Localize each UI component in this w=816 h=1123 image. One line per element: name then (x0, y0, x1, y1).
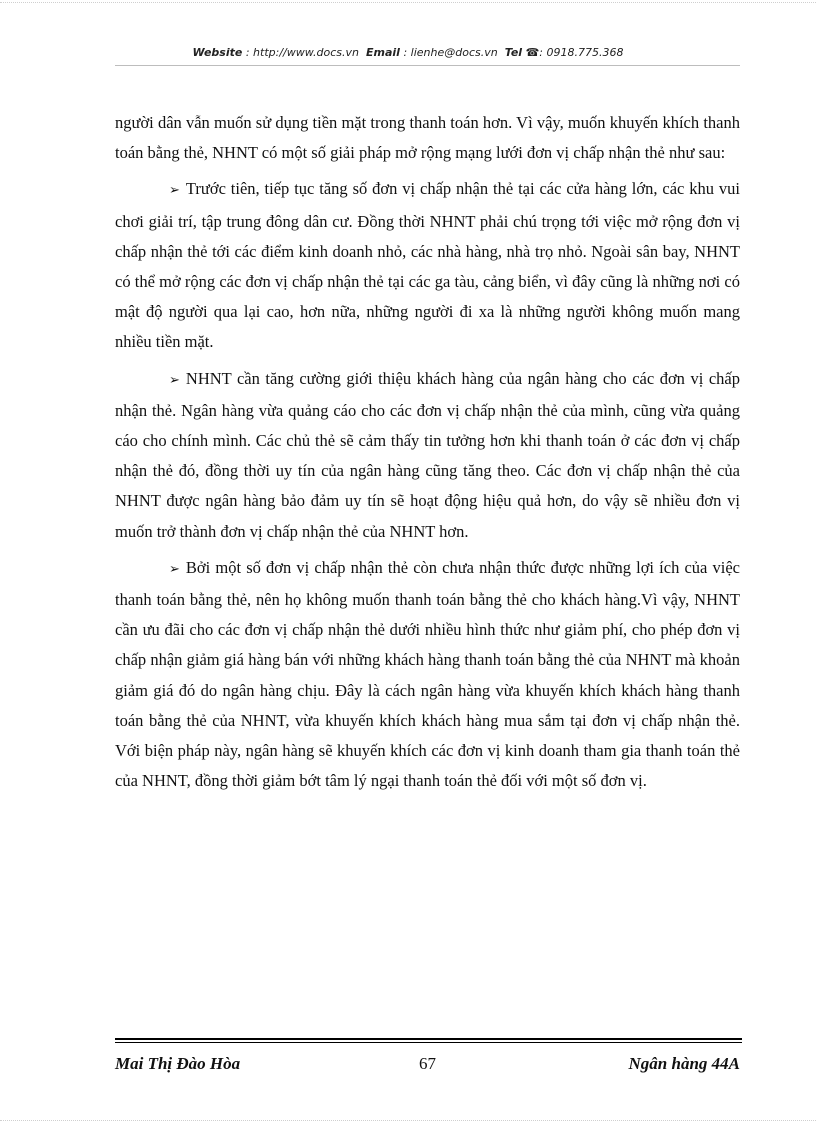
page-header (0, 46, 816, 59)
page-number: 67 (419, 1054, 436, 1073)
footer-class: Ngân hàng 44A (628, 1054, 740, 1073)
footer-author: Mai Thị Đào Hòa (115, 1054, 241, 1073)
arrow-right-icon: ➢ (169, 561, 180, 577)
tel-label: Tel (504, 46, 523, 59)
footer-divider-thin (115, 1042, 742, 1043)
email-value[interactable]: : lienhe@docs.vn (403, 46, 498, 59)
header-divider (115, 65, 740, 66)
page-top-edge (0, 2, 816, 3)
website-label: Website (192, 46, 243, 59)
bullet-text: Bởi một số đơn vị chấp nhận thẻ còn chưa nhận thức được những lợi ích của việc thanh toán bằng thẻ, nên họ không muốn thanh toán bằng thẻ cho khách hàng.Vì vậy, NHNT cần ưu đãi cho các đơn vị chấp nhận thẻ dưới nhiều hình thức như giảm phí, cho phép đơn vị chấp nhận giảm giá hàng bán với những khách hàng thanh toán bằng thẻ của NHNT mà khoản giảm giá đó do ngân hàng chịu. Đây là cách ngân hàng vừa khuyến khích khách hàng thanh toán bằng thẻ của NHNT, vừa khuyến khích khách hàng mua sắm tại đơn vị chấp nhận thẻ. Với biện pháp này, ngân hàng sẽ khuyến khích các đơn vị kinh doanh tham gia thanh toán thẻ của NHNT, đồng thời giảm bớt tâm lý ngại thanh toán thẻ đối với một số đơn vị. (115, 557, 740, 791)
page-footer (115, 1054, 740, 1078)
tel-value: : 0918.775.368 (539, 46, 624, 59)
bullet-paragraph (115, 553, 740, 797)
footer-divider-thick (115, 1038, 742, 1040)
bullet-text: Trước tiên, tiếp tục tăng số đơn vị chấp nhận thẻ tại các cửa hàng lớn, các khu vui chơi giải trí, tập trung đông dân cư. Đồng thời NHNT phải chú trọng tới việc mở rộng đơn vị chấp nhận thẻ tới các điểm kinh doanh nhỏ, các nhà hàng, nhà trọ nhỏ. Ngoài sân bay, NHNT có thể mở rộng các đơn vị chấp nhận thẻ tại các ga tàu, cảng biển, vì đây cũng là những nơi có mật độ người qua lại cao, hơn nữa, những người đi xa là những người không muốn mang nhiều tiền mặt. (115, 179, 740, 352)
document-body (115, 108, 740, 796)
bullet-paragraph (115, 174, 740, 357)
bullet-text: NHNT cần tăng cường giới thiệu khách hàng của ngân hàng cho các đơn vị chấp nhận thẻ. Ngân hàng vừa quảng cáo cho các đơn vị chấp nhận thẻ của mình, cũng vừa quảng cáo cho chính mình. Các chủ thẻ sẽ cảm thấy tin tưởng hơn khi thanh toán ở các đơn vị chấp nhận thẻ đó, đồng thời uy tín của ngân hàng cũng tăng theo. Các đơn vị chấp nhận thẻ của NHNT được ngân hàng bảo đảm uy tín sẽ hoạt động hiệu quả hơn, do vậy sẽ nhiều đơn vị muốn trở thành đơn vị chấp nhận thẻ của NHNT hơn. (115, 368, 740, 541)
email-label: Email (366, 46, 400, 59)
phone-icon: ☎ (525, 46, 540, 59)
intro-paragraph: người dân vẫn muốn sử dụng tiền mặt trong thanh toán hơn. Vì vậy, muốn khuyến khích thanh toán bằng thẻ, NHNT có một số giải pháp mở rộng mạng lưới đơn vị chấp nhận thẻ như sau: (115, 113, 740, 163)
arrow-right-icon: ➢ (169, 183, 180, 199)
website-value[interactable]: : http://www.docs.vn (245, 46, 360, 59)
bullet-paragraph (115, 364, 740, 547)
page-bottom-edge (0, 1120, 816, 1121)
arrow-right-icon: ➢ (169, 372, 180, 388)
